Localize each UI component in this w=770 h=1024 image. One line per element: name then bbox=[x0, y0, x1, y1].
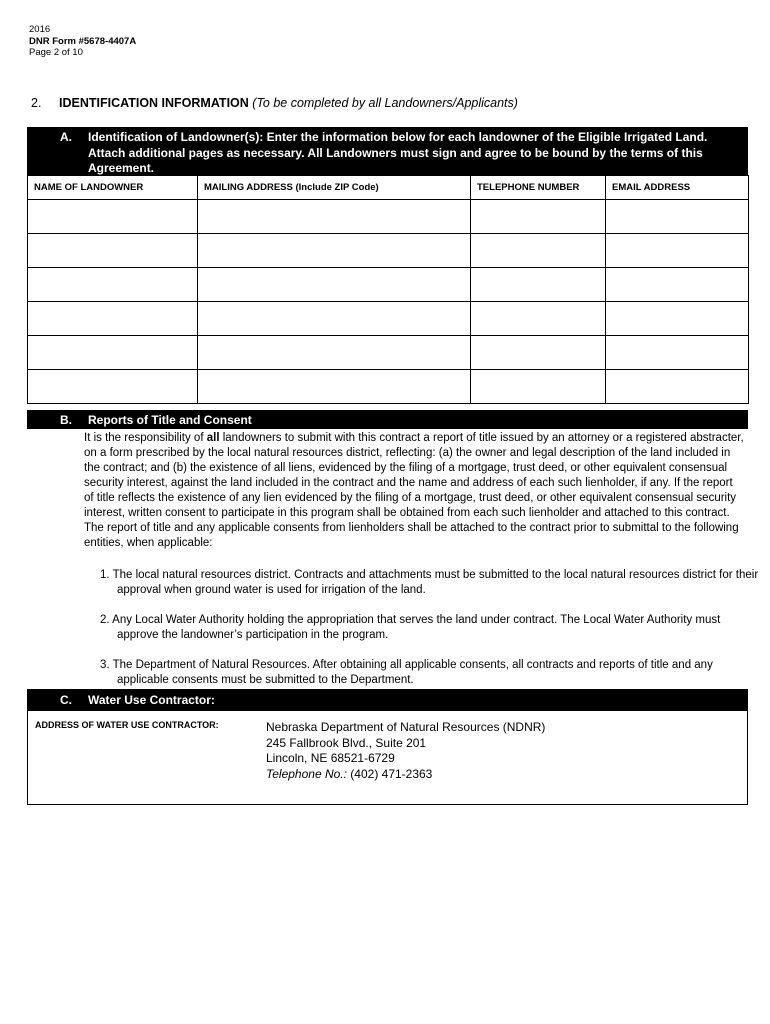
section-c-bar bbox=[27, 689, 748, 711]
table-row bbox=[28, 268, 749, 302]
email-cell[interactable] bbox=[606, 268, 749, 302]
table-row bbox=[28, 302, 749, 336]
telephone-cell[interactable] bbox=[471, 268, 606, 302]
intro-text-end: landowners to submit with this contract a report of title issued by an attorney or a registered abstracter, on a form prescribed by the local natural resources district, reflecting: (a) the owner and legal description of the land included in the contract; and (b) the existence of all liens, evidenced by the filing of a mortgage, trust deed, or other equivalent consensual security interest, against the land included in the contract and the name and address of each such lienholder, if any. If the report of title reflects the existence of any lien evidenced by the filing of a mortgage, trust deed, or other equivalent consensual security interest, written consent to participate in this program shall be obtained from each such lienholder and attached to this contract. The report of title and any applicable consents from lienholders shall be attached to the contract prior to submittal to the following entities, when applicable: bbox=[84, 432, 744, 549]
landowner-table bbox=[27, 175, 749, 404]
landowner-table-header bbox=[28, 176, 749, 200]
list-item: 3. The Department of Natural Resources. After obtaining all applicable consents, all contracts and reports of title and any applicable consents must be submitted to the Department. bbox=[100, 659, 713, 686]
address-line: 245 Fallbrook Blvd., Suite 201 bbox=[266, 735, 427, 750]
landowner-name-cell[interactable] bbox=[28, 370, 198, 404]
telephone-cell[interactable] bbox=[471, 200, 606, 234]
telephone-cell[interactable] bbox=[471, 234, 606, 268]
section-a-bar bbox=[27, 127, 748, 175]
email-cell[interactable] bbox=[606, 234, 749, 268]
telephone-number: (402) 471-2363 bbox=[350, 766, 433, 781]
landowner-name-cell[interactable] bbox=[28, 234, 198, 268]
section-2-title bbox=[31, 96, 518, 110]
section-note: (To be completed by all Landowners/Applicants) bbox=[252, 96, 518, 110]
section-number: 2. bbox=[31, 96, 42, 110]
landowner-name-cell[interactable] bbox=[28, 336, 198, 370]
address-line: Nebraska Department of Natural Resources (NDNR) bbox=[266, 720, 546, 734]
mailing-address-cell[interactable] bbox=[198, 302, 471, 336]
form-year: 2016 bbox=[29, 24, 51, 35]
intro-emphasis: all bbox=[206, 432, 220, 444]
table-row bbox=[28, 370, 749, 404]
email-cell[interactable] bbox=[606, 336, 749, 370]
telephone-cell[interactable] bbox=[471, 370, 606, 404]
email-cell[interactable] bbox=[606, 302, 749, 336]
section-c-title: Water Use Contractor: bbox=[88, 693, 215, 707]
form-id: DNR Form #5678-4407A bbox=[29, 35, 137, 47]
list-item: 2. Any Local Water Authority holding the appropriation that serves the land under contract. The Local Water Authority must approve the landowner’s participation in the program. bbox=[100, 614, 721, 641]
table-row bbox=[28, 200, 749, 234]
mailing-address-cell[interactable] bbox=[198, 268, 471, 302]
mailing-address-cell[interactable] bbox=[198, 200, 471, 234]
intro-text-start: It is the responsibility of bbox=[84, 432, 207, 444]
contractor-box bbox=[27, 711, 748, 805]
column-address-header: MAILING ADDRESS (Include ZIP Code) bbox=[198, 176, 471, 200]
telephone-label: Telephone No.: bbox=[266, 766, 347, 781]
email-cell[interactable] bbox=[606, 370, 749, 404]
mailing-address-cell[interactable] bbox=[198, 336, 471, 370]
landowner-name-cell[interactable] bbox=[28, 200, 198, 234]
landowner-name-cell[interactable] bbox=[28, 268, 198, 302]
telephone-cell[interactable] bbox=[471, 302, 606, 336]
table-row bbox=[28, 336, 749, 370]
list-item: 1. The local natural resources district. Contracts and attachments must be submitted to the local natural resources district for their approval when ground water is used for irrigation of the land. bbox=[100, 569, 759, 596]
contractor-address bbox=[266, 720, 545, 782]
address-line: Lincoln, NE 68521-6729 bbox=[266, 751, 395, 765]
telephone-line bbox=[266, 767, 545, 783]
page-number: Page 2 of 10 bbox=[29, 47, 83, 58]
section-b-title: Reports of Title and Consent bbox=[88, 413, 252, 427]
section-c-letter: C. bbox=[60, 693, 72, 707]
section-a-instructions: Identification of Landowner(s): Enter the information below for each landowner of the Eligible Irrigated Land. Attach additional pages as necessary. All Landowners must sign and agree to be bound by the terms of this Agreement. bbox=[88, 130, 708, 175]
section-b-letter: B. bbox=[60, 413, 72, 427]
telephone-cell[interactable] bbox=[471, 336, 606, 370]
email-cell[interactable] bbox=[606, 200, 749, 234]
mailing-address-cell[interactable] bbox=[198, 370, 471, 404]
section-b-bar bbox=[27, 410, 748, 429]
page-header bbox=[29, 24, 136, 59]
column-name-header: NAME OF LANDOWNER bbox=[28, 176, 198, 200]
column-phone-header: TELEPHONE NUMBER bbox=[471, 176, 606, 200]
section-a-letter: A. bbox=[60, 130, 72, 144]
column-email-header: EMAIL ADDRESS bbox=[606, 176, 749, 200]
landowner-name-cell[interactable] bbox=[28, 302, 198, 336]
section-b-intro bbox=[84, 431, 744, 551]
contractor-address-label: ADDRESS OF WATER USE CONTRACTOR: bbox=[35, 720, 219, 730]
mailing-address-cell[interactable] bbox=[198, 234, 471, 268]
table-row bbox=[28, 234, 749, 268]
section-heading: IDENTIFICATION INFORMATION bbox=[59, 96, 249, 110]
